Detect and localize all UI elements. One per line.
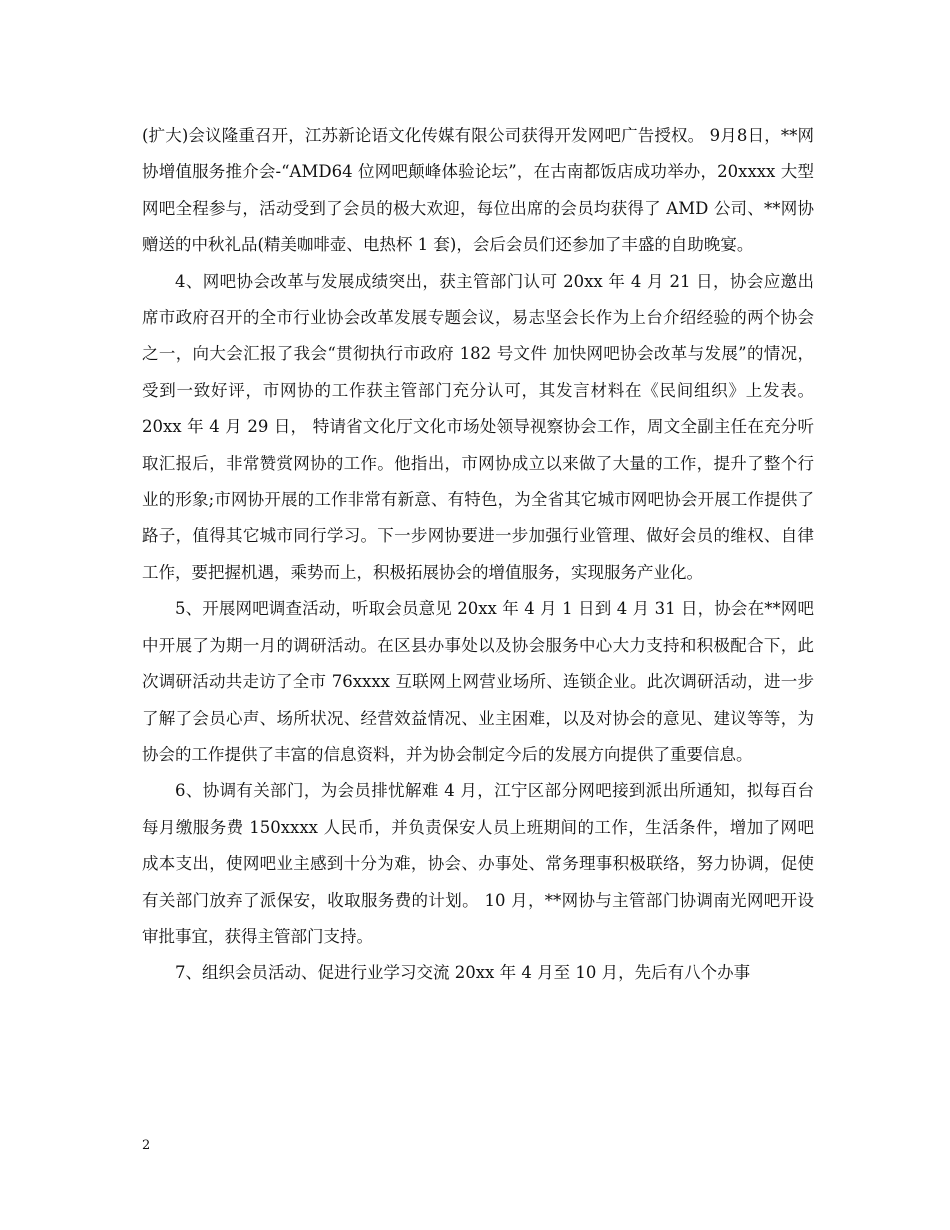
paragraph-continuation: (扩大)会议隆重召开，江苏新论语文化传媒有限公司获得开发网吧广告授权。 9月8日，**网协增值服务推介会-“AMD64 位网吧颠峰体验论坛”，在古南都饭店成功举办，20xxxx 大型网吧全程参与，活动受到了会员的极大欢迎，每位出席的会员均获得了 AMD 公司、**网协赠送的中秋礼品(精美咖啡壶、电热杯 1 套)，会后会员们还参加了丰盛的自助晚宴。 <box>142 126 814 255</box>
paragraph-item-6: 6、协调有关部门，为会员排忧解难 4 月，江宁区部分网吧接到派出所通知，拟每百台每月缴服务费 150xxxx 人民币，并负责保安人员上班期间的工作，生活条件，增加了网吧成本支出，使网吧业主感到十分为难，协会、办事处、常务理事积极联络，努力协调，促使有关部门放弃了派保安，收取服务费的计划。 10 月，**网协与主管部门协调南光网吧开设审批事宜，获得主管部门支持。 <box>142 781 814 946</box>
paragraph-item-7: 7、组织会员活动、促进行业学习交流 20xx 年 4 月至 10 月，先后有八个办事 <box>175 963 751 983</box>
document-body <box>142 118 814 992</box>
paragraph-item-5: 5、开展网吧调查活动，听取会员意见 20xx 年 4 月 1 日到 4 月 31 日，协会在**网吧中开展了为期一月的调研活动。在区县办事处以及协会服务中心大力支持和积极配合下，此次调研活动共走访了全市 76xxxx 互联网上网营业场所、连锁企业。此次调研活动，进一步了解了会员心声、场所状况、经营效益情况、业主困难，以及对协会的意见、建议等等，为协会的工作提供了丰富的信息资料，并为协会制定今后的发展方向提供了重要信息。 <box>142 599 814 764</box>
page-number: 2 <box>142 1138 151 1153</box>
paragraph-item-4: 4、网吧协会改革与发展成绩突出，获主管部门认可 20xx 年 4 月 21 日，协会应邀出席市政府召开的全市行业协会改革发展专题会议，易志坚会长作为上台介绍经验的两个协会之一，向大会汇报了我会“贯彻执行市政府 182 号文件 加快网吧协会改革与发展”的情况，受到一致好评，市网协的工作获主管部门充分认可，其发言材料在《民间组织》上发表。 20xx 年 4 月 29 日， 特请省文化厅文化市场处领导视察协会工作，周文全副主任在充分听取汇报后，非常赞赏网协的工作。他指出，市网协成立以来做了大量的工作，提升了整个行业的形象;市网协开展的工作非常有新意、有特色，为全省其它城市网吧协会开展工作提供了路子，值得其它城市同行学习。下一步网协要进一步加强行业管理、做好会员的维权、自律工作，要把握机遇，乘势而上，积极拓展协会的增值服务，实现服务产业化。 <box>142 271 814 582</box>
